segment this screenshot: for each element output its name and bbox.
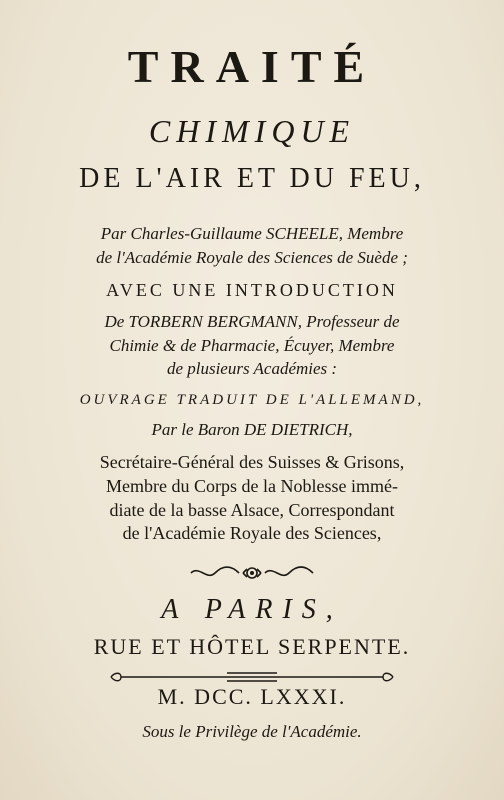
translator-desc-4: de l'Académie Royale des Sciences, xyxy=(122,523,382,543)
translator-desc-2: Membre du Corps de la Noblesse immé- xyxy=(106,476,398,496)
translated-line: OUVRAGE TRADUIT DE L'ALLEMAND, xyxy=(79,392,425,408)
bergmann-line-3: de plusieurs Académies : xyxy=(166,359,338,378)
translator-line: Par le Baron DE DIETRICH, xyxy=(151,420,353,439)
bergmann-line-2: Chimie & de Pharmacie, Écuyer, Membre xyxy=(109,336,395,355)
author-line-1: Par Charles-Guillaume SCHEELE, Membre xyxy=(100,224,404,243)
subtitle-chimique: CHIMIQUE xyxy=(148,113,356,149)
ornamental-rule xyxy=(0,670,504,684)
translator-desc-1: Secrétaire-Général des Suisses & Grisons, xyxy=(99,452,405,472)
privilege-line: Sous le Privilège de l'Académie. xyxy=(142,722,362,741)
place-of-publication: A PARIS, xyxy=(161,594,343,625)
subtitle-air-feu: DE L'AIR ET DU FEU, xyxy=(79,163,425,194)
publisher-address: RUE ET HÔTEL SERPENTE. xyxy=(93,634,411,659)
book-title: TRAITÉ xyxy=(127,41,377,92)
floral-ornament xyxy=(0,562,504,584)
publication-date: M. DCC. LXXXI. xyxy=(157,684,347,709)
author-line-2: de l'Académie Royale des Sciences de Suède ; xyxy=(96,248,408,267)
introduction-heading: AVEC UNE INTRODUCTION xyxy=(106,280,398,300)
bergmann-line-1: De TORBERN BERGMANN, Professeur de xyxy=(104,312,400,331)
translator-desc-3: diate de la basse Alsace, Correspondant xyxy=(109,500,395,520)
